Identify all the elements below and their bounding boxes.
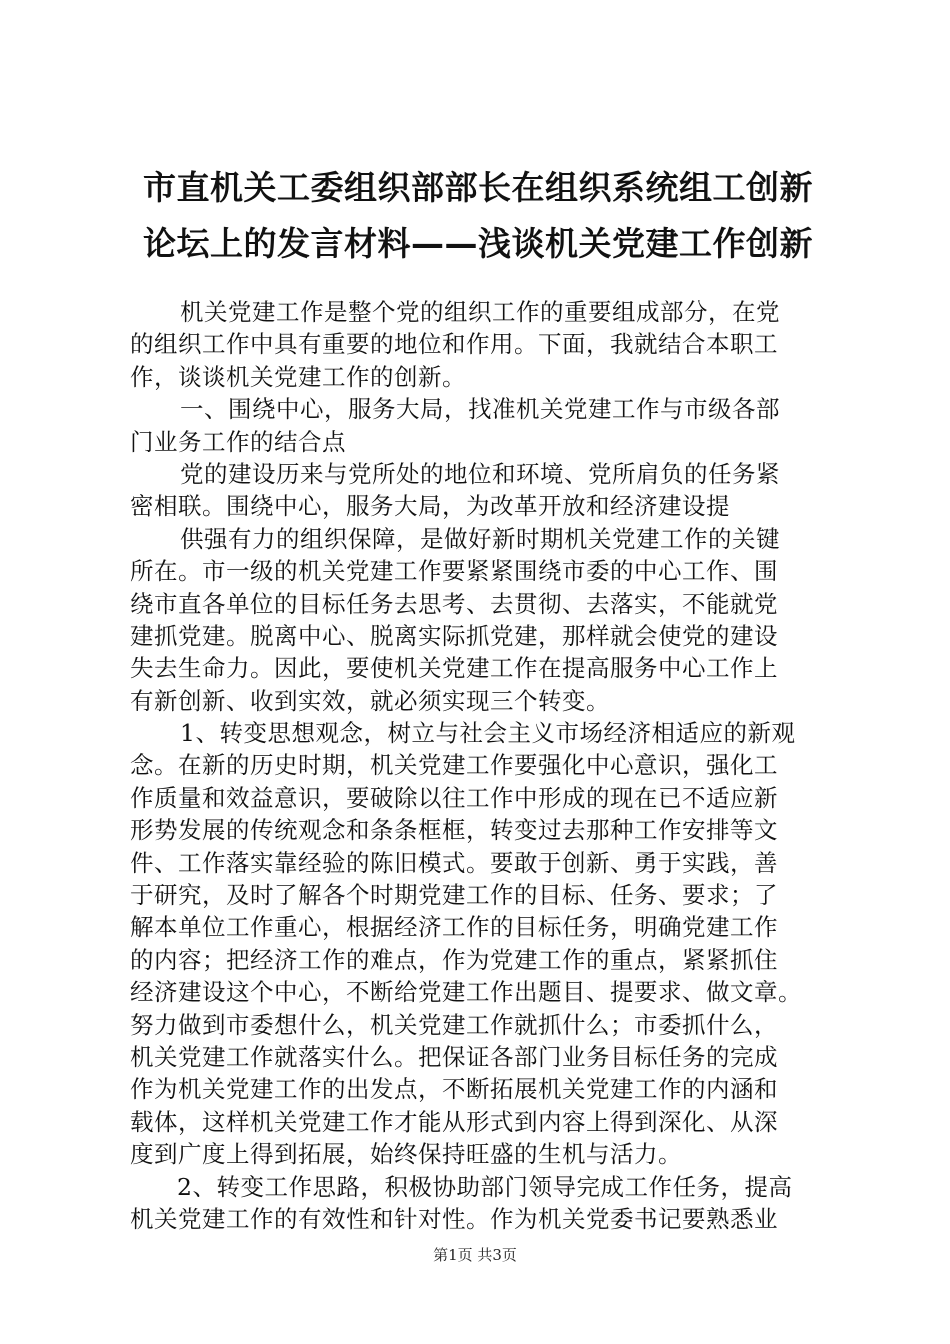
body-line: 2、转变工作思路，积极协助部门领导完成工作任务，提高 [177, 1172, 793, 1201]
title-line: 市直机关工委组织部部长在组织系统组工创新 [143, 168, 813, 207]
body-line: 绕市直各单位的目标任务去思考、去贯彻、去落实，不能就党 [130, 589, 778, 618]
body-line: 有新创新、收到实效，就必须实现三个转变。 [130, 686, 610, 715]
document-title [128, 160, 828, 272]
body-line: 度到广度上得到拓展，始终保持旺盛的生机与活力。 [130, 1140, 682, 1169]
body-line: 供强有力的组织保障，是做好新时期机关党建工作的关键 [180, 524, 780, 553]
body-line: 件、工作落实靠经验的陈旧模式。要敢于创新、勇于实践，善 [130, 848, 778, 877]
body-line: 念。在新的历史时期，机关党建工作要强化中心意识，强化工 [130, 751, 778, 780]
section-heading-line: 门业务工作的结合点 [130, 427, 346, 456]
body-line: 经济建设这个中心，不断给党建工作出题目、提要求、做文章。 [130, 978, 802, 1007]
body-line: 机关党建工作就落实什么。把保证各部门业务目标任务的完成 [130, 1042, 778, 1071]
body-line: 建抓党建。脱离中心、脱离实际抓党建，那样就会使党的建设 [130, 621, 778, 650]
body-line: 解本单位工作重心，根据经济工作的目标任务，明确党建工作 [130, 913, 778, 942]
body-line: 形势发展的传统观念和条条框框，转变过去那种工作安排等文 [130, 816, 778, 845]
body-line: 机关党建工作是整个党的组织工作的重要组成部分，在党 [180, 298, 780, 326]
body-line: 失去生命力。因此，要使机关党建工作在提高服务中心工作上 [130, 654, 778, 683]
body-line: 所在。市一级的机关党建工作要紧紧围绕市委的中心工作、围 [130, 557, 778, 586]
body-line: 作质量和效益意识，要破除以往工作中形成的现在已不适应新 [130, 783, 778, 812]
section-heading-line: 一、围绕中心，服务大局，找准机关党建工作与市级各部 [180, 395, 780, 424]
body-line: 于研究，及时了解各个时期党建工作的目标、任务、要求；了 [130, 881, 778, 910]
body-line: 党的建设历来与党所处的地位和环境、党所肩负的任务紧 [180, 459, 780, 488]
body-line: 努力做到市委想什么，机关党建工作就抓什么；市委抓什么， [130, 1010, 778, 1039]
body-line: 机关党建工作的有效性和针对性。作为机关党委书记要熟悉业 [130, 1204, 778, 1233]
body-line: 作，谈谈机关党建工作的创新。 [130, 362, 466, 391]
document-body [130, 296, 835, 1235]
body-line: 作为机关党建工作的出发点，不断拓展机关党建工作的内涵和 [130, 1075, 778, 1104]
body-line: 的组织工作中具有重要的地位和作用。下面，我就结合本职工 [130, 330, 778, 359]
title-line: 论坛上的发言材料——浅谈机关党建工作创新 [143, 224, 813, 263]
page-number-footer: 第1页 共3页 [433, 1246, 517, 1264]
body-line: 载体，这样机关党建工作才能从形式到内容上得到深化、从深 [130, 1107, 778, 1136]
body-line: 密相联。围绕中心，服务大局，为改革开放和经济建设提 [130, 492, 730, 521]
body-line: 1、转变思想观念，树立与社会主义市场经济相适应的新观 [180, 719, 796, 748]
body-line: 的内容；把经济工作的难点，作为党建工作的重点，紧紧抓住 [130, 945, 778, 974]
